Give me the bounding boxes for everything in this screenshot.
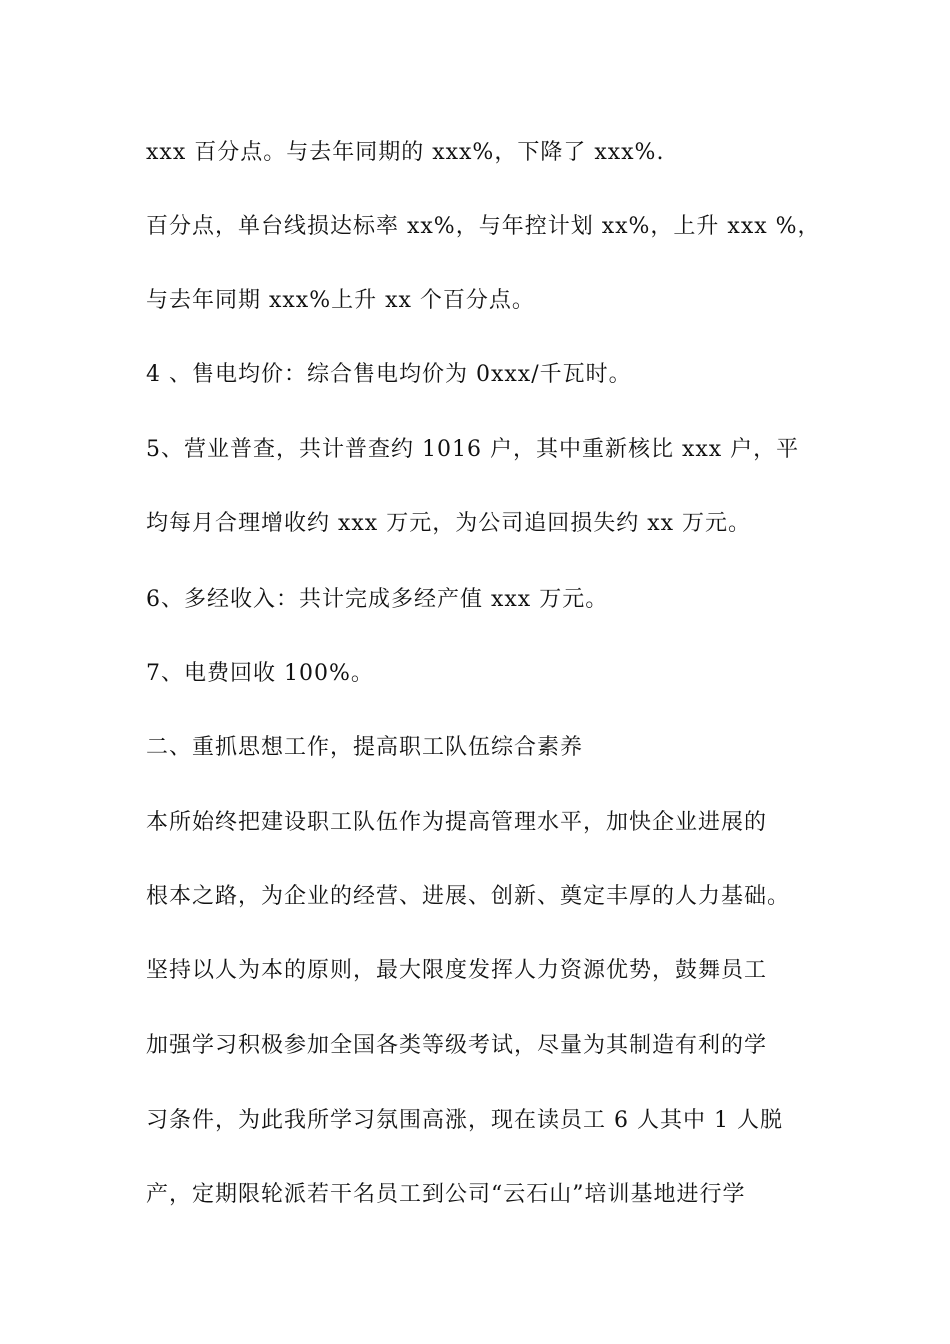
text-line: 坚持以人为本的原则，最大限度发挥人力资源优势，鼓舞员工 — [146, 958, 768, 983]
text-line: 与去年同期 xxx%上升 xx 个百分点。 — [146, 288, 535, 313]
text-line: 加强学习积极参加全国各类等级考试，尽量为其制造有利的学 — [146, 1033, 768, 1058]
text-line: 4 、售电均价：综合售电均价为 0xxx/千瓦时。 — [146, 362, 632, 387]
text-line: 习条件，为此我所学习氛围高涨，现在读员工 6 人其中 1 人脱 — [146, 1108, 783, 1133]
text-line: 根本之路，为企业的经营、进展、创新、奠定丰厚的人力基础。 — [146, 884, 791, 909]
text-line: 均每月合理增收约 xxx 万元，为公司追回损失约 xx 万元。 — [146, 511, 752, 536]
section-heading: 二、重抓思想工作，提高职工队伍综合素养 — [146, 735, 584, 760]
text-line: 7、电费回收 100%。 — [146, 661, 374, 686]
text-line: xxx 百分点。与去年同期的 xxx%，下降了 xxx%. — [146, 140, 665, 165]
text-line: 6、多经收入：共计完成多经产值 xxx 万元。 — [146, 587, 609, 612]
text-line: 产，定期限轮派若干名员工到公司“云石山”培训基地进行学 — [146, 1182, 746, 1207]
text-line: 5、营业普查，共计普查约 1016 户，其中重新核比 xxx 户，平 — [146, 437, 800, 462]
text-line: 本所始终把建设职工队伍作为提高管理水平，加快企业进展的 — [146, 810, 768, 835]
text-line: 百分点，单台线损达标率 xx%，与年控计划 xx%，上升 xxx %， — [146, 214, 821, 239]
